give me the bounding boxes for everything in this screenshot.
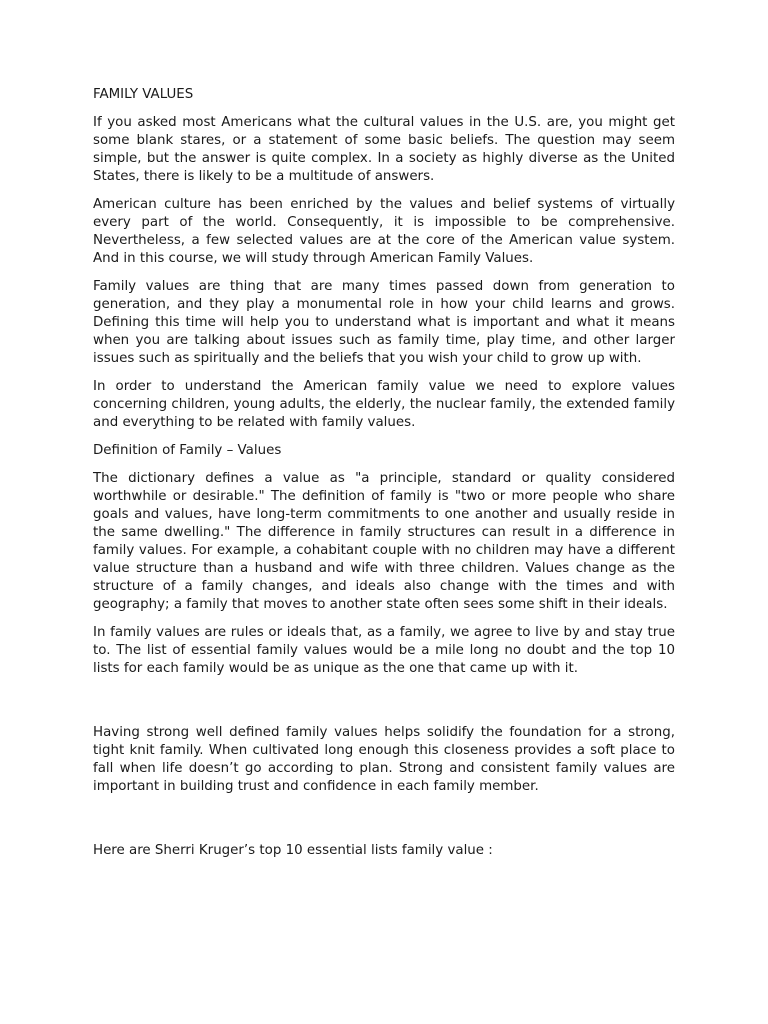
paragraph-4: In order to understand the American family value we need to explore values concerning children, young adults, the elderly, the nuclear family, the extended family and everything to be related with family values. xyxy=(93,379,675,430)
paragraph-6: In family values are rules or ideals that, as a family, we agree to live by and stay true to. The list of essential family values would be a mile long no doubt and the top 10 lists for each family would be as unique as the one that came up with it. xyxy=(93,625,675,676)
paragraph-5: The dictionary defines a value as "a principle, standard or quality considered worthwhile or desirable." The definition of family is "two or more people who share goals and values, have long-term commitments to one another and usually reside in the same dwelling." The difference in family structures can result in a difference in family values. For example, a cohabitant couple with no children may have a different value structure than a husband and wife with three children. Values change as the structure of a family changes, and ideals also change with the times and with geography; a family that moves to another state often sees some shift in their ideals. xyxy=(93,471,675,612)
section-subheading: Definition of Family – Values xyxy=(93,443,282,458)
closing-line: Here are Sherri Kruger’s top 10 essential lists family value : xyxy=(93,843,493,858)
document-title: FAMILY VALUES xyxy=(93,87,194,102)
document-page xyxy=(93,86,675,870)
paragraph-3: Family values are thing that are many times passed down from generation to generation, and they play a monumental role in how your child learns and grows. Defining this time will help you to understand what is important and what it means when you are talking about issues such as family time, play time, and other larger issues such as spiritually and the beliefs that you wish your child to grow up with. xyxy=(93,279,675,366)
paragraph-1: If you asked most Americans what the cultural values in the U.S. are, you might get some blank stares, or a statement of some basic beliefs. The question may seem simple, but the answer is quite complex. In a society as highly diverse as the United States, there is likely to be a multitude of answers. xyxy=(93,115,675,184)
paragraph-2: American culture has been enriched by the values and belief systems of virtually every part of the world. Consequently, it is impossible to be comprehensive. Nevertheless, a few selected values are at the core of the American value system. And in this course, we will study through American Family Values. xyxy=(93,197,675,266)
paragraph-7: Having strong well defined family values helps solidify the foundation for a strong, tight knit family. When cultivated long enough this closeness provides a soft place to fall when life doesn’t go according to plan. Strong and consistent family values are important in building trust and confidence in each family member. xyxy=(93,725,675,794)
